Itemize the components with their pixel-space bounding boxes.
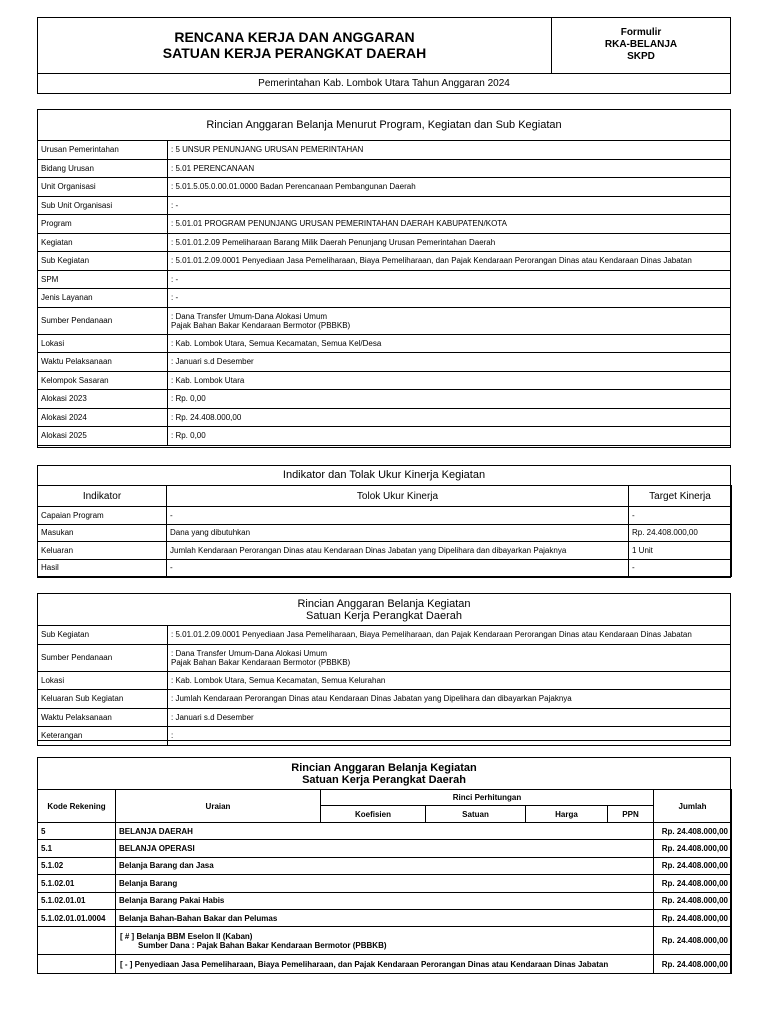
budget-row <box>38 823 732 840</box>
budget-description-text: [ # ] Belanja BBM Eselon II (Kaban) <box>120 931 253 941</box>
detail-label: Alokasi 2025 <box>38 427 168 446</box>
section4-title-line-2: Satuan Kerja Perangkat Daerah <box>302 774 466 786</box>
detail-row <box>38 353 731 372</box>
detail-value-text: : 5.01 PERENCANAAN <box>171 163 255 173</box>
detail-row <box>38 408 731 427</box>
budget-description-text: Belanja Barang dan Jasa <box>119 861 214 871</box>
form-line-3: SKPD <box>627 51 655 62</box>
section1-title: Rincian Anggaran Belanja Menurut Program, Kegiatan dan Sub Kegiatan <box>38 110 730 141</box>
detail-value-text: : Kab. Lombok Utara, Semua Kecamatan, Semua Kel/Desa <box>171 338 382 348</box>
budget-description-text: BELANJA OPERASI <box>119 844 195 854</box>
detail-value-text: : - <box>171 200 179 210</box>
activity-value-text: : Kab. Lombok Utara, Semua Kecamatan, Semua Kelurahan <box>171 675 386 685</box>
detail-value-text: : Rp. 0,00 <box>171 431 206 441</box>
detail-value-text: : 5.01.01.2.09.0001 Penyediaan Jasa Pemeliharaan, Biaya Pemeliharaan, dan Pajak Kendaraan Perorangan Dinas atau Kendaraan Dinas Jabatan <box>171 256 692 266</box>
detail-label: SPM <box>38 270 168 289</box>
budget-description-text-2: Sumber Dana : Pajak Bahan Bakar Kendaraan Bermotor (PBBKB) <box>138 940 387 950</box>
detail-value-text: : - <box>171 293 179 303</box>
detail-row <box>38 307 731 334</box>
col-harga: Harga <box>526 806 608 823</box>
detail-value <box>168 353 731 372</box>
detail-value <box>168 390 731 409</box>
budget-detail-table <box>37 789 732 974</box>
header-title <box>38 18 552 73</box>
activity-row <box>38 708 731 727</box>
detail-value <box>168 427 731 446</box>
budget-row <box>38 909 732 926</box>
detail-value <box>168 159 731 178</box>
activity-details-section <box>37 593 731 741</box>
budget-amount: Rp. 24.408.000,00 <box>654 857 732 874</box>
activity-value <box>168 671 731 690</box>
budget-amount: Rp. 24.408.000,00 <box>654 823 732 840</box>
activity-label: Keluaran Sub Kegiatan <box>38 690 168 709</box>
detail-label: Jenis Layanan <box>38 289 168 308</box>
activity-value <box>168 690 731 709</box>
detail-row <box>38 334 731 353</box>
activity-value-text-2: Pajak Bahan Bakar Kendaraan Bermotor (PBBKB) <box>171 657 351 667</box>
budget-row <box>38 955 732 974</box>
detail-value <box>168 371 731 390</box>
budget-amount: Rp. 24.408.000,00 <box>654 927 732 955</box>
activity-row <box>38 727 731 746</box>
budget-code: 5.1.02.01 <box>38 875 116 892</box>
budget-row <box>38 875 732 892</box>
detail-row <box>38 159 731 178</box>
detail-label: Sumber Pendanaan <box>38 307 168 334</box>
detail-value <box>168 270 731 289</box>
col-target: Target Kinerja <box>629 486 732 507</box>
activity-value <box>168 708 731 727</box>
col-indikator: Indikator <box>38 486 167 507</box>
activity-value-text: : Jumlah Kendaraan Perorangan Dinas atau Kendaraan Dinas Jabatan yang Dipelihara dan dibayarkan Pajaknya <box>171 694 572 704</box>
budget-description-text: Belanja Barang Pakai Habis <box>119 896 225 906</box>
section3-title-line-1: Rincian Anggaran Belanja Kegiatan <box>297 598 471 610</box>
title-line-2: SATUAN KERJA PERANGKAT DAERAH <box>162 45 427 61</box>
detail-label: Program <box>38 215 168 234</box>
budget-description <box>116 840 654 857</box>
activity-value <box>168 644 731 671</box>
activity-value-text: : Dana Transfer Umum-Dana Alokasi Umum <box>171 648 328 658</box>
budget-row <box>38 857 732 874</box>
detail-value-text: : Dana Transfer Umum-Dana Alokasi Umum <box>171 311 328 321</box>
budget-code: 5.1.02.01.01 <box>38 892 116 909</box>
indicator-target: - <box>629 507 732 525</box>
indicator-measure: - <box>167 559 629 577</box>
indicator-name: Keluaran <box>38 542 167 560</box>
detail-value <box>168 141 731 160</box>
detail-value <box>168 408 731 427</box>
budget-description <box>116 823 654 840</box>
indicator-row <box>38 524 732 542</box>
detail-row <box>38 289 731 308</box>
budget-description <box>116 875 654 892</box>
detail-label: Bidang Urusan <box>38 159 168 178</box>
detail-value-text: : 5.01.5.05.0.00.01.0000 Badan Perencanaan Pembangunan Daerah <box>171 182 416 192</box>
budget-detail-section <box>37 757 731 974</box>
detail-value <box>168 307 731 334</box>
budget-description <box>116 857 654 874</box>
section4-title <box>38 758 730 790</box>
budget-description-text: Belanja Barang <box>119 878 178 888</box>
budget-amount: Rp. 24.408.000,00 <box>654 909 732 926</box>
detail-value <box>168 196 731 215</box>
detail-row <box>38 215 731 234</box>
activity-label: Keterangan <box>38 727 168 746</box>
col-satuan: Satuan <box>426 806 526 823</box>
budget-row <box>38 892 732 909</box>
budget-code: 5.1 <box>38 840 116 857</box>
detail-row <box>38 252 731 271</box>
detail-label: Kegiatan <box>38 233 168 252</box>
budget-description <box>116 909 654 926</box>
indicator-name: Capaian Program <box>38 507 167 525</box>
indicator-target: - <box>629 559 732 577</box>
detail-label: Urusan Pemerintahan <box>38 141 168 160</box>
detail-value <box>168 252 731 271</box>
detail-value-text: : Kab. Lombok Utara <box>171 375 245 385</box>
indicator-row <box>38 507 732 525</box>
activity-row <box>38 644 731 671</box>
activity-label: Waktu Pelaksanaan <box>38 708 168 727</box>
indicator-table <box>37 485 732 577</box>
activity-label: Sub Kegiatan <box>38 626 168 645</box>
detail-label: Sub Kegiatan <box>38 252 168 271</box>
activity-value-text: : 5.01.01.2.09.0001 Penyediaan Jasa Pemeliharaan, Biaya Pemeliharaan, dan Pajak Kendaraan Perorangan Dinas atau Kendaraan Dinas Jabatan <box>171 630 692 640</box>
detail-value <box>168 215 731 234</box>
budget-description-text: BELANJA DAERAH <box>119 826 193 836</box>
col-uraian: Uraian <box>116 790 321 823</box>
activity-details-table <box>37 625 731 746</box>
indicator-measure: Jumlah Kendaraan Perorangan Dinas atau Kendaraan Dinas Jabatan yang Dipelihara dan dibayarkan Pajaknya <box>167 542 629 560</box>
indicator-measure: Dana yang dibutuhkan <box>167 524 629 542</box>
detail-value-text: : 5 UNSUR PENUNJANG URUSAN PEMERINTAHAN <box>171 145 364 155</box>
detail-row <box>38 233 731 252</box>
form-line-1: Formulir <box>620 27 662 38</box>
budget-amount: Rp. 24.408.000,00 <box>654 955 732 974</box>
detail-value-text: : - <box>171 274 179 284</box>
detail-value <box>168 178 731 197</box>
detail-value-text: : Rp. 24.408.000,00 <box>171 412 242 422</box>
budget-code <box>38 927 116 955</box>
indicator-section <box>37 465 731 578</box>
detail-row <box>38 371 731 390</box>
col-rinci-perhitungan: Rinci Perhitungan <box>321 790 654 806</box>
detail-row <box>38 196 731 215</box>
detail-value-text: : Rp. 0,00 <box>171 394 206 404</box>
budget-code: 5 <box>38 823 116 840</box>
budget-description-text: Belanja Bahan-Bahan Bakar dan Pelumas <box>119 913 278 923</box>
program-details-table <box>37 140 731 446</box>
detail-value-text: : 5.01.01.2.09 Pemeliharaan Barang Milik Daerah Penunjang Urusan Pemerintahan Daerah <box>171 237 496 247</box>
detail-row <box>38 141 731 160</box>
detail-label: Kelompok Sasaran <box>38 371 168 390</box>
indicator-target: Rp. 24.408.000,00 <box>629 524 732 542</box>
detail-value-text: : Januari s.d Desember <box>171 357 254 367</box>
activity-row <box>38 671 731 690</box>
indicator-target: 1 Unit <box>629 542 732 560</box>
section3-title <box>38 594 730 626</box>
col-koefisien: Koefisien <box>321 806 426 823</box>
col-ppn: PPN <box>608 806 654 823</box>
detail-row <box>38 390 731 409</box>
activity-row <box>38 690 731 709</box>
activity-row <box>38 626 731 645</box>
budget-description <box>116 955 654 974</box>
detail-value-text-2: Pajak Bahan Bakar Kendaraan Bermotor (PBBKB) <box>171 320 351 330</box>
col-kode-rekening: Kode Rekening <box>38 790 116 823</box>
col-tolok-ukur: Tolok Ukur Kinerja <box>167 486 629 507</box>
budget-description <box>116 892 654 909</box>
activity-value-text: : <box>171 731 174 741</box>
detail-label: Alokasi 2024 <box>38 408 168 427</box>
activity-value-text: : Januari s.d Desember <box>171 712 254 722</box>
detail-label: Sub Unit Organisasi <box>38 196 168 215</box>
detail-value <box>168 334 731 353</box>
header-subtitle: Pemerintahan Kab. Lombok Utara Tahun Anggaran 2024 <box>38 73 730 94</box>
indicator-name: Hasil <box>38 559 167 577</box>
detail-row <box>38 178 731 197</box>
detail-value <box>168 289 731 308</box>
activity-label: Sumber Pendanaan <box>38 644 168 671</box>
indicator-measure: - <box>167 507 629 525</box>
budget-description-text: [ - ] Penyediaan Jasa Pemeliharaan, Biaya Pemeliharaan, dan Pajak Kendaraan Perorangan Dinas atau Kendaraan Dinas Jabatan <box>120 959 609 969</box>
detail-row <box>38 427 731 446</box>
budget-amount: Rp. 24.408.000,00 <box>654 875 732 892</box>
activity-value <box>168 727 731 746</box>
budget-code: 5.1.02.01.01.0004 <box>38 909 116 926</box>
document-header <box>37 17 731 94</box>
budget-amount: Rp. 24.408.000,00 <box>654 892 732 909</box>
indicator-name: Masukan <box>38 524 167 542</box>
detail-label: Waktu Pelaksanaan <box>38 353 168 372</box>
program-details-section <box>37 109 731 448</box>
budget-amount: Rp. 24.408.000,00 <box>654 840 732 857</box>
budget-row <box>38 840 732 857</box>
form-line-2: RKA-BELANJA <box>604 39 678 50</box>
activity-label: Lokasi <box>38 671 168 690</box>
form-code <box>552 18 730 73</box>
activity-value <box>168 626 731 645</box>
budget-row <box>38 927 732 955</box>
detail-label: Unit Organisasi <box>38 178 168 197</box>
budget-code: 5.1.02 <box>38 857 116 874</box>
budget-code <box>38 955 116 974</box>
section3-title-line-2: Satuan Kerja Perangkat Daerah <box>306 610 462 622</box>
title-line-1: RENCANA KERJA DAN ANGGARAN <box>174 29 415 45</box>
section4-title-line-1: Rincian Anggaran Belanja Kegiatan <box>291 762 477 774</box>
detail-value-text: : 5.01.01 PROGRAM PENUNJANG URUSAN PEMERINTAHAN DAERAH KABUPATEN/KOTA <box>171 219 507 229</box>
section2-title: Indikator dan Tolak Ukur Kinerja Kegiatan <box>38 466 730 486</box>
detail-row <box>38 270 731 289</box>
detail-value <box>168 233 731 252</box>
indicator-row <box>38 559 732 577</box>
col-jumlah: Jumlah <box>654 790 732 823</box>
detail-label: Alokasi 2023 <box>38 390 168 409</box>
budget-description <box>116 927 654 955</box>
indicator-row <box>38 542 732 560</box>
detail-label: Lokasi <box>38 334 168 353</box>
